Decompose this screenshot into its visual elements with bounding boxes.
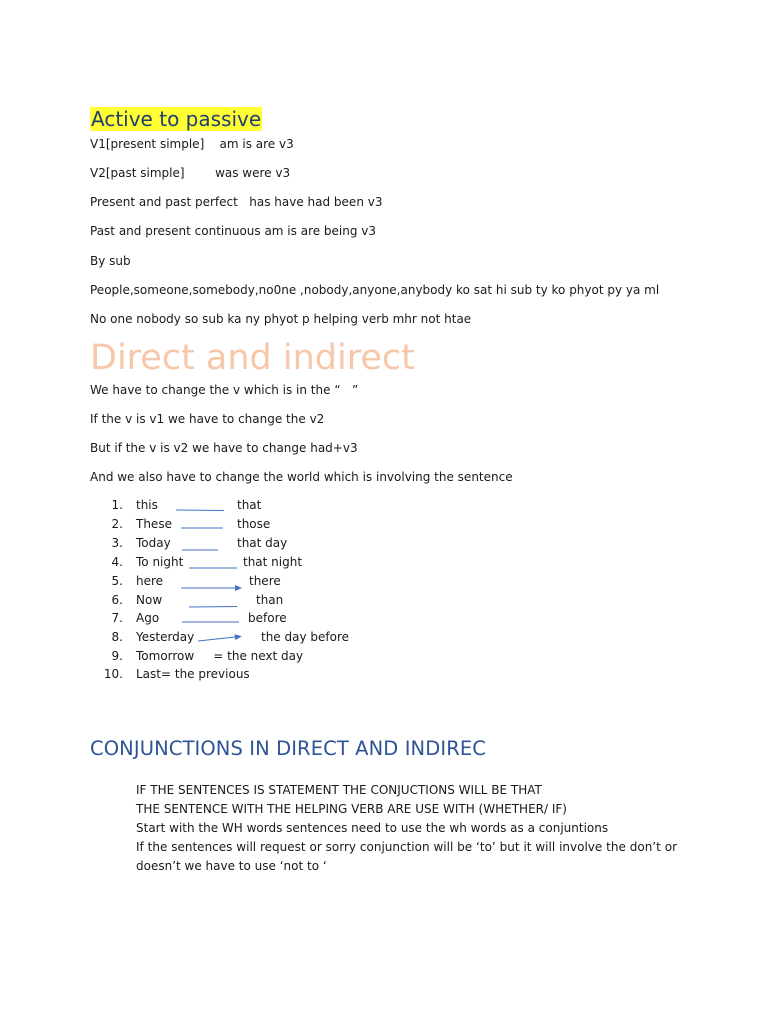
- list-number: 9.: [111, 649, 123, 663]
- conjunction-line: If the sentences will request or sorry conjunction will be ‘to’ but it will involve the don’t or: [136, 840, 677, 854]
- list-target: before: [248, 611, 287, 625]
- pen-line: [0, 534, 768, 552]
- list-item: [0, 496, 768, 514]
- rule-continuous: Past and present continuous am is are being v3: [90, 224, 377, 238]
- list-word: Now: [136, 593, 163, 607]
- conjunction-notes: [136, 781, 677, 876]
- conjunction-line: IF THE SENTENCES IS STATEMENT THE CONJUCTIONS WILL BE THAT: [136, 783, 542, 797]
- highlighted-heading-text: Active to passive: [91, 107, 262, 131]
- list-number: 2.: [111, 517, 123, 531]
- list-item: [0, 515, 768, 533]
- list-item: [0, 534, 768, 552]
- pen-line: [0, 515, 768, 533]
- rule-change-v: We have to change the v which is in the “ ”: [90, 383, 359, 397]
- list-target: than: [256, 593, 284, 607]
- arrow-line: [0, 572, 768, 590]
- list-target: the day before: [261, 630, 350, 644]
- list-word: Tomorrow = the next day: [136, 649, 304, 663]
- list-word: To night: [136, 555, 184, 569]
- list-target: that day: [237, 536, 288, 550]
- list-item: [0, 572, 768, 590]
- list-word: Yesterday: [136, 630, 195, 644]
- list-item: [0, 591, 768, 609]
- conjunction-line: doesn’t we have to use ‘not to ‘: [136, 859, 327, 873]
- heading-active-to-passive: [90, 106, 262, 132]
- rule-people: People,someone,somebody,no0ne ,nobody,anyone,anybody ko sat hi sub ty ko phyot py ya ml: [90, 283, 660, 297]
- rule-change-words: And we also have to change the world which is involving the sentence: [90, 470, 513, 484]
- list-word: this: [136, 498, 158, 512]
- list-number: 8.: [111, 630, 123, 644]
- pen-line: [0, 591, 768, 609]
- list-item: [0, 628, 768, 646]
- heading-conjunctions: CONJUNCTIONS IN DIRECT AND INDIREC: [90, 737, 486, 760]
- rule-no-one: No one nobody so sub ka ny phyot p helping verb mhr not htae: [90, 312, 472, 326]
- list-target: that night: [243, 555, 303, 569]
- list-word: Today: [136, 536, 171, 550]
- list-word: Ago: [136, 611, 160, 625]
- list-target: that: [237, 498, 262, 512]
- list-target: those: [237, 517, 271, 531]
- pen-line: [0, 496, 768, 514]
- rule-v1: If the v is v1 we have to change the v2: [90, 412, 325, 426]
- list-target: there: [249, 574, 281, 588]
- rule-perfect: Present and past perfect has have had been v3: [90, 195, 383, 209]
- list-number: 7.: [111, 611, 123, 625]
- rule-past-simple: V2[past simple] was were v3: [90, 166, 291, 180]
- list-number: 5.: [111, 574, 123, 588]
- heading-direct-and-indirect: Direct and indirect: [90, 338, 415, 378]
- pen-line: [0, 609, 768, 627]
- list-number: 4.: [111, 555, 123, 569]
- list-word: Last= the previous: [136, 667, 250, 681]
- pen-line: [0, 553, 768, 571]
- list-item: [0, 647, 768, 665]
- list-number: 1.: [111, 498, 123, 512]
- rule-v2: But if the v is v2 we have to change had+v3: [90, 441, 358, 455]
- list-item: [0, 665, 768, 683]
- list-number: 10.: [103, 667, 123, 681]
- rule-by-sub: By sub: [90, 254, 131, 268]
- conjunction-line: THE SENTENCE WITH THE HELPING VERB ARE USE WITH (WHETHER/ IF): [136, 802, 567, 816]
- list-item: [0, 609, 768, 627]
- list-word: These: [136, 517, 172, 531]
- rule-present-simple: V1[present simple] am is are v3: [90, 137, 294, 151]
- list-word: here: [136, 574, 164, 588]
- arrow-line: [0, 628, 768, 646]
- list-number: 3.: [111, 536, 123, 550]
- conjunction-line: Start with the WH words sentences need to use the wh words as a conjuntions: [136, 821, 609, 835]
- list-number: 6.: [111, 593, 123, 607]
- list-item: [0, 553, 768, 571]
